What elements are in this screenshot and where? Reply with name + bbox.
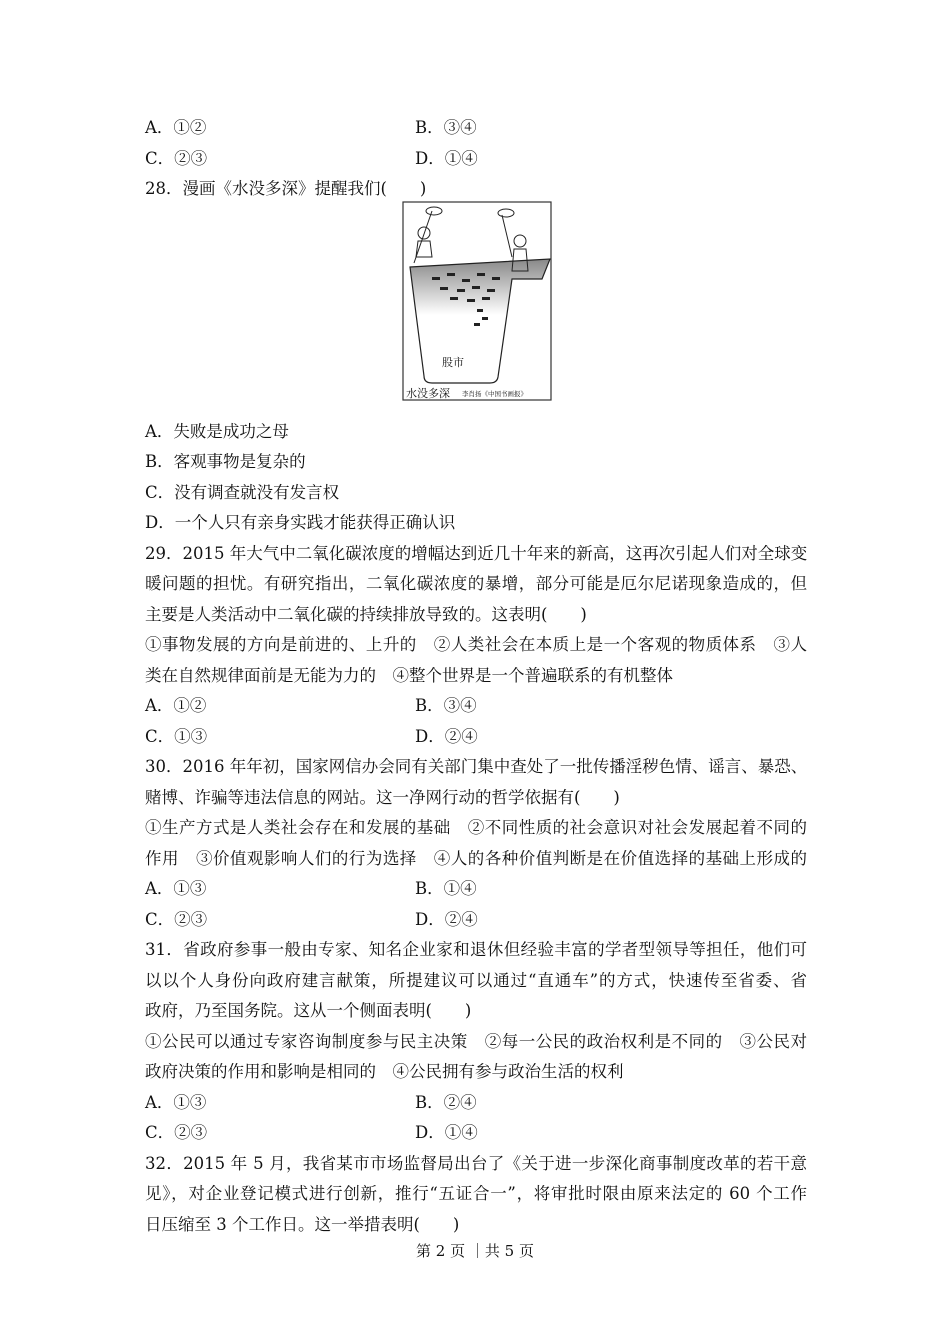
- option-c: C．②③: [145, 148, 208, 168]
- q28-option-b: B．客观事物是复杂的: [145, 452, 306, 471]
- option-c: C．②③: [145, 1123, 208, 1142]
- option-b: B．③④: [415, 118, 477, 137]
- q29-stem: 主要是人类活动中二氧化碳的持续排放导致的。这表明( ): [145, 604, 587, 624]
- option-b: B．②④: [415, 1092, 477, 1112]
- q27-options-row2: [145, 144, 807, 175]
- q29-statements: ①事物发展的方向是前进的、上升的 ②人类社会在本质上是一个客观的物质体系 ③人: [145, 635, 807, 654]
- q30-statements: 作用 ③价值观影响人们的行为选择 ④人的各种价值判断是在价值选择的基础上形成的: [145, 848, 807, 868]
- cartoon-image: [402, 201, 552, 401]
- option-b: B．③④: [415, 696, 477, 715]
- q31-statements: ①公民可以通过专家咨询制度参与民主决策 ②每一公民的政治权利是不同的 ③公民对: [145, 1031, 807, 1051]
- option-a: A．①③: [145, 879, 207, 898]
- q31-options-row2: [145, 1118, 807, 1149]
- q30-statements: ①生产方式是人类社会存在和发展的基础 ②不同性质的社会意识对社会发展起着不同的: [145, 818, 807, 837]
- figure-title: 水没多深: [406, 386, 450, 400]
- option-c: C．②③: [145, 909, 208, 929]
- option-d: D．②④: [415, 909, 478, 929]
- q31-stem: 31．省政府参事一般由专家、知名企业家和退休但经验丰富的学者型领导等担任，他们可: [145, 940, 807, 959]
- q27-options-row1: [145, 113, 807, 144]
- q30-stem: 30．2016 年年初，国家网信办会同有关部门集中查处了一批传播淫秽色情、谣言、暴恐、: [145, 757, 808, 776]
- page-footer: 第 2 页 ｜共 5 页: [416, 1242, 534, 1260]
- document-page: [145, 113, 807, 1240]
- q29-stem: 29．2015 年大气中二氧化碳浓度的增幅达到近几十年来的新高，这再次引起人们对全球变: [145, 543, 808, 563]
- q32-stem: 见》，对企业登记模式进行创新，推行“五证合一”，将审批时限由原来法定的 60 个工作: [145, 1184, 807, 1203]
- q29-statements: 类在自然规律面前是无能为力的 ④整个世界是一个普遍联系的有机整体: [145, 665, 673, 685]
- option-a: A．①②: [145, 118, 207, 137]
- option-d: D．②④: [415, 726, 478, 746]
- q31-stem: 政府，乃至国务院。这从一个侧面表明( ): [145, 1001, 472, 1020]
- q30-options-row2: [145, 905, 807, 936]
- q28-option-a: A．失败是成功之母: [145, 421, 289, 441]
- q28-stem: 28．漫画《水没多深》提醒我们( ): [145, 179, 427, 198]
- q32-stem: 日压缩至 3 个工作日。这一举措表明( ): [145, 1214, 460, 1234]
- option-a: A．①③: [145, 1092, 207, 1112]
- q29-options-row2: [145, 722, 807, 753]
- q30-options-row1: [145, 874, 807, 905]
- option-d: D．①④: [415, 1123, 478, 1142]
- option-c: C．①③: [145, 726, 208, 746]
- cartoon-figure: [145, 205, 807, 417]
- q32-stem: 32．2015 年 5 月，我省某市市场监督局出台了《关于进一步深化商事制度改革的若干意: [145, 1153, 807, 1173]
- option-d: D．①④: [415, 148, 478, 168]
- figure-label-market: 股市: [442, 355, 464, 369]
- option-a: A．①②: [145, 696, 207, 715]
- q28-option-d: D．一个人只有亲身实践才能获得正确认识: [145, 513, 456, 532]
- q31-stem: 以以个人身份向政府建言献策，所提建议可以通过“直通车”的方式，快速传至省委、省: [145, 970, 807, 990]
- option-b: B．①④: [415, 879, 477, 898]
- q31-statements: 政府决策的作用和影响是相同的 ④公民拥有参与政治生活的权利: [145, 1062, 624, 1081]
- q29-options-row1: [145, 691, 807, 722]
- figure-credit: 李肖扬《中国书画报》: [462, 389, 527, 398]
- q28-option-c: C．没有调查就没有发言权: [145, 482, 340, 502]
- q29-stem: 暖问题的担忧。有研究指出，二氧化碳浓度的暴增，部分可能是厄尔尼诺现象造成的，但: [145, 574, 807, 593]
- q30-stem: 赌博、诈骗等违法信息的网站。这一净网行动的哲学依据有( ): [145, 787, 620, 807]
- q31-options-row1: [145, 1088, 807, 1119]
